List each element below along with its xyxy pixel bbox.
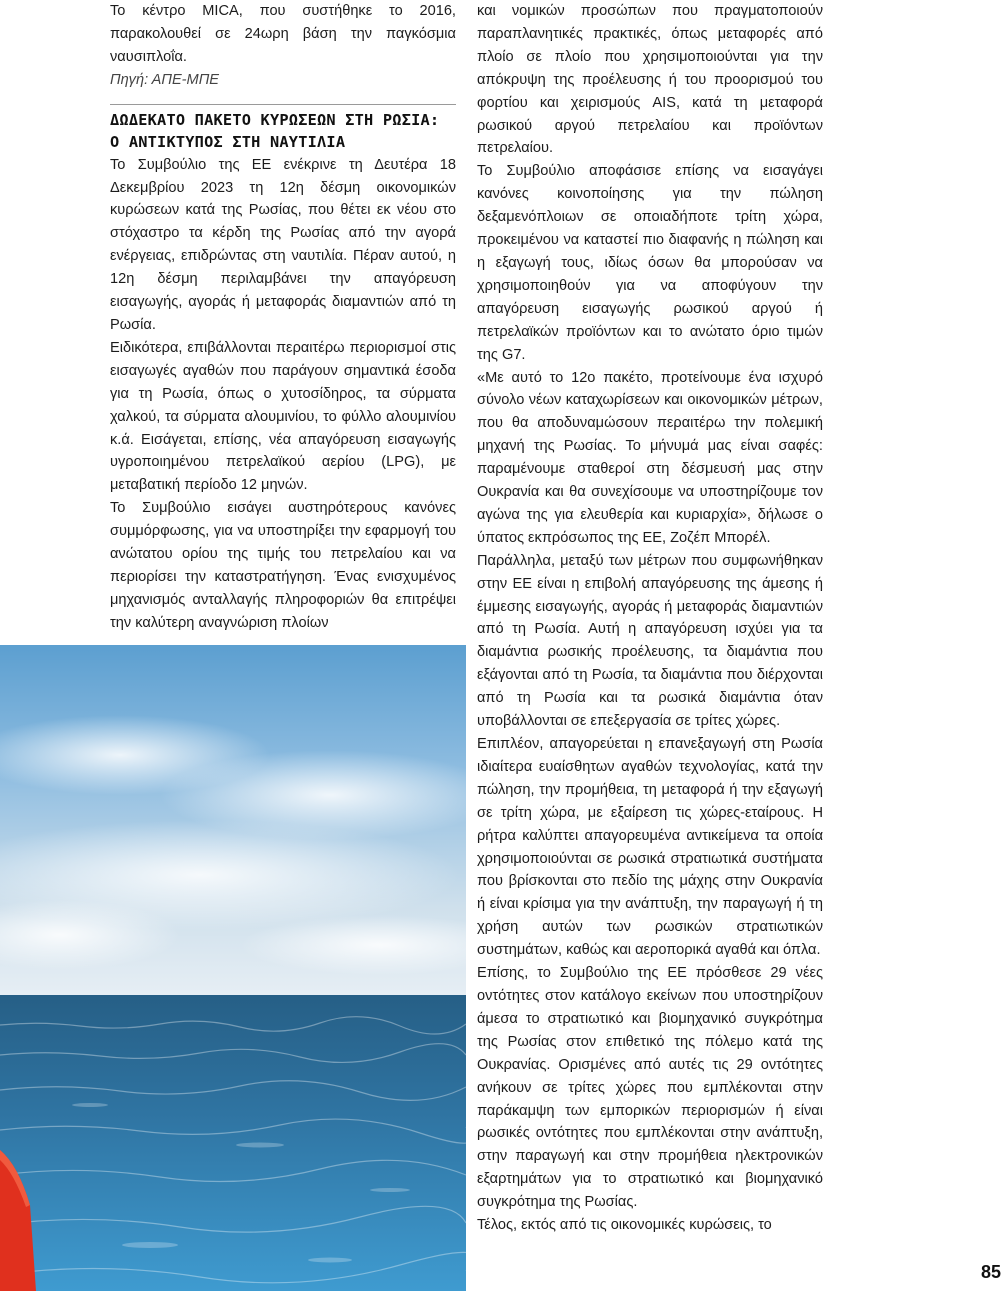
paragraph: Τέλος, εκτός από τις οικονομικές κυρώσεις, το: [477, 1217, 772, 1234]
section-divider: [110, 104, 456, 105]
paragraph: και νομικών προσώπων που πραγματοποιούν παραπλανητικές πρακτικές, όπως μεταφορές από πλοίο σε πλοίο που χρησιμοποιούνται για την απόκρυψη της προέλευσης ή του προορισμού του φορτίου και χειρισμούς AIS, κατά τη μεταφορά ρωσικού αργού πετρελαίου και προϊόντων πετρελαίου.: [477, 3, 823, 157]
paragraph: Παράλληλα, μεταξύ των μέτρων που συμφωνήθηκαν στην ΕΕ είναι η επιβολή απαγόρευσης της άμεσης ή έμμεσης εισαγωγής, αγοράς ή μεταφοράς διαμαντιών από τη Ρωσία. Αυτή η απαγόρευση ισχύει για τα διαμάντια ρωσικής προέλευσης, τα διαμάντια που εξάγονται από τη Ρωσία, τα διαμάντια που διέρχονται από τη Ρωσία και τα ρωσικά διαμάντια όταν υποβάλλονται σε επεξεργασία σε τρίτες χώρες.: [477, 552, 823, 730]
paragraph: «Με αυτό το 12ο πακέτο, προτείνουμε ένα ισχυρό σύνολο νέων καταχωρίσεων και οικονομικών μέτρων, που θα αποδυναμώσουν περαιτέρω την πολεμική μηχανή της Ρωσίας. Το μήνυμά μας είναι σαφές: παραμένουμε σταθεροί στη δέσμευσή μας στην Ουκρανία και θα συνεχίσουμε να υποστηρίζουμε τον αγώνα της για ελευθερία και κυριαρχία», δήλωσε ο ύπατος εκπρόσωπος της ΕΕ, Ζοζέπ Μπορέλ.: [477, 369, 823, 546]
paragraph: Επιπλέον, απαγορεύεται η επανεξαγωγή στη Ρωσία ιδιαίτερα ευαίσθητων αγαθών τεχνολογίας, κατά την πώληση, την προμήθεια, τη μεταφορά ή την εξαγωγή σε τρίτη χώρα, με εξαίρεση τις χώρες-εταίρους. Η ρήτρα καλύπτει απαγορευμένα αντικείμενα τα οποία χρησιμοποιούνται σε ρωσικά στρατιωτικά συστήματα που βρίσκονται στο πεδίο της μάχης στην Ουκρανία ή είναι κρίσιμα για την ανάπτυξη, την παραγωγή ή τη χρήση αυτών των ρωσικών στρατιωτικών συστημάτων, καθώς και αεροπορικά αγαθά και όπλα.: [477, 736, 823, 959]
intro-text: Το κέντρο MICA, που συστήθηκε το 2016, παρακολουθεί σε 24ωρη βάση την παγκόσμια ναυσιπλοΐα.: [110, 3, 456, 65]
left-column: [110, 0, 456, 635]
paragraph: Επίσης, το Συμβούλιο της ΕΕ πρόσθεσε 29 νέες οντότητες στον κατάλογο εκείνων που υποστηρίζουν άμεσα το στρατιωτικό και βιομηχανικό συγκρότημα της Ρωσίας στον επιθετικό της πόλεμο κατά της Ουκρανίας. Ορισμένες από αυτές τις 29 οντότητες ανήκουν σε τρίτες χώρες που εμπλέκονται στην παράκαμψη των εμπορικών περιορισμών ή είναι ρωσικές οντότητες που εμπλέκονται στην ανάπτυξη, στην παραγωγή και στην προμήθεια ηλεκτρονικών εξαρτημάτων για το στρατιωτικό και βιομηχανικό συγκρότημα της Ρωσίας.: [477, 965, 823, 1211]
paragraph: Το Συμβούλιο αποφάσισε επίσης να εισαγάγει κανόνες κοινοποίησης για την πώληση δεξαμενόπλοιων σε οποιαδήποτε τρίτη χώρα, προκειμένου να καταστεί πιο διαφανής η πώληση και η εξαγωγή τους, ιδίως όσων θα μπορούσαν να χρησιμοποιηθούν για να αποφύγουν την απαγόρευση εισαγωγής ρωσικού αργού ή πετρελαϊκών προϊόντων και το ανώτατο όριο τιμών της G7.: [477, 163, 823, 363]
source-credit: Πηγή: ΑΠΕ-ΜΠΕ: [110, 71, 220, 88]
paragraph: Το Συμβούλιο εισάγει αυστηρότερους κανόνες συμμόρφωσης, για να υποστηρίξει την εφαρμογή του ανώτατου ορίου της τιμής του πετρελαίου και να περιορίσει την καταστρατήγηση. Ένας ενισχυμένος μηχανισμός ανταλλαγής πληροφοριών θα επιτρέψει την καλύτερη αναγνώριση πλοίων: [110, 500, 456, 631]
paragraph: Ειδικότερα, επιβάλλονται περαιτέρω περιορισμοί στις εισαγωγές αγαθών που παράγουν σημαντικά έσοδα για τη Ρωσία, όπως ο χυτοσίδηρος, τα σύρματα χαλκού, τα σύρματα αλουμινίου, το φύλλο αλουμινίου κ.ά. Εισάγεται, επίσης, νέα απαγόρευση εισαγωγής υγροποιημένου πετρελαϊκού αερίου (LPG), με μεταβατική περίοδο 12 μηνών.: [110, 339, 456, 494]
right-column: [477, 0, 823, 1237]
sea-horizon-photo: [0, 645, 466, 1291]
paragraph: Το Συμβούλιο της ΕΕ ενέκρινε τη Δευτέρα 18 Δεκεμβρίου 2023 τη 12η δέσμη οικονομικών κυρώσεων κατά της Ρωσίας, που θέτει εκ νέου στο στόχαστρο τα κέρδη της Ρωσίας από την αγορά ενέργειας, επιδρώντας στη ναυτιλία. Πέραν αυτού, η 12η δέσμη περιλαμβάνει την απαγόρευση εισαγωγής, αγοράς ή μεταφοράς διαμαντιών από τη Ρωσία.: [110, 156, 456, 333]
section-heading: ΔΩΔΕΚΑΤΟ ΠΑΚΕΤΟ ΚΥΡΩΣΕΩΝ ΣΤΗ ΡΩΣΙΑ: Ο ΑΝΤΙΚΤΥΠΟΣ ΣΤΗ ΝΑΥΤΙΛΙΑ: [110, 110, 440, 151]
page-number: 85: [980, 1262, 1001, 1282]
